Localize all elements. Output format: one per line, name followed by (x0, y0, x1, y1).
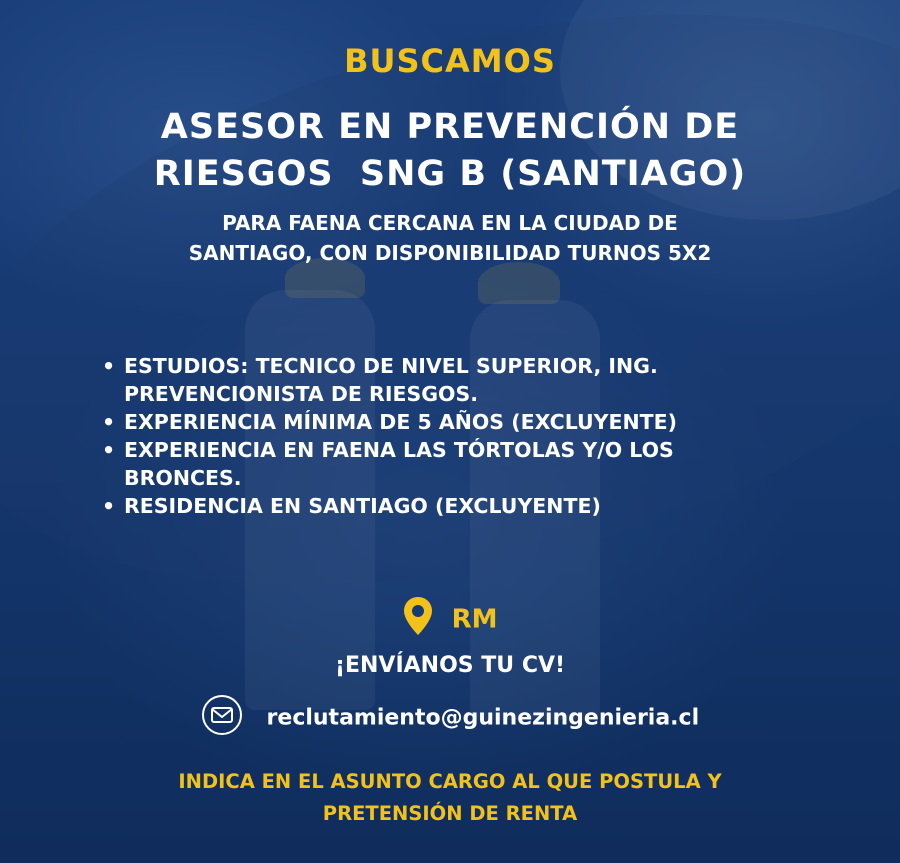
subject-note-line-2: PRETENSIÓN DE RENTA (322, 802, 578, 825)
subject-note-line-1: INDICA EN EL ASUNTO CARGO AL QUE POSTULA Y (178, 770, 722, 793)
requirement-text: RESIDENCIA EN SANTIAGO (EXCLUYENTE) (124, 494, 601, 518)
job-subtitle-line-1: PARA FAENA CERCANA EN LA CIUDAD DE (222, 211, 678, 235)
list-item (100, 352, 820, 408)
send-cv-heading: ¡ENVÍANOS TU CV! (334, 653, 566, 678)
requirements-list (100, 352, 820, 520)
email-link[interactable]: reclutamiento@guinezingenieria.cl (266, 705, 700, 731)
job-title-line-2: RIESGOS SNG B (SANTIAGO) (153, 154, 747, 194)
requirement-text: PREVENCIONISTA DE RIESGOS. (124, 382, 479, 406)
job-title (0, 104, 900, 198)
list-item (100, 492, 820, 520)
kicker-heading: BUSCAMOS (344, 42, 556, 80)
bullet: • (102, 354, 116, 378)
requirement-text: BRONCES. (124, 466, 242, 490)
location-label: RM (451, 604, 498, 635)
requirement-text: EXPERIENCIA MÍNIMA DE 5 AÑOS (EXCLUYENTE) (124, 410, 678, 434)
bullet: • (102, 410, 116, 434)
job-title-line-1: ASESOR EN PREVENCIÓN DE (160, 107, 740, 147)
location-pin-icon (403, 596, 433, 643)
requirement-text: ESTUDIOS: TECNICO DE NIVEL SUPERIOR, ING. (124, 354, 658, 378)
job-subtitle-line-2: SANTIAGO, CON DISPONIBILIDAD TURNOS 5X2 (188, 241, 712, 265)
mail-icon (201, 694, 243, 742)
location-row (0, 596, 900, 643)
email-row (0, 694, 900, 742)
subject-note (0, 766, 900, 830)
job-subtitle (0, 208, 900, 268)
bullet: • (102, 494, 116, 518)
bullet: • (102, 438, 116, 462)
list-item (100, 436, 820, 492)
list-item (100, 408, 820, 436)
requirement-text: EXPERIENCIA EN FAENA LAS TÓRTOLAS Y/O LOS (124, 438, 674, 462)
background-helmet-right (478, 262, 560, 304)
